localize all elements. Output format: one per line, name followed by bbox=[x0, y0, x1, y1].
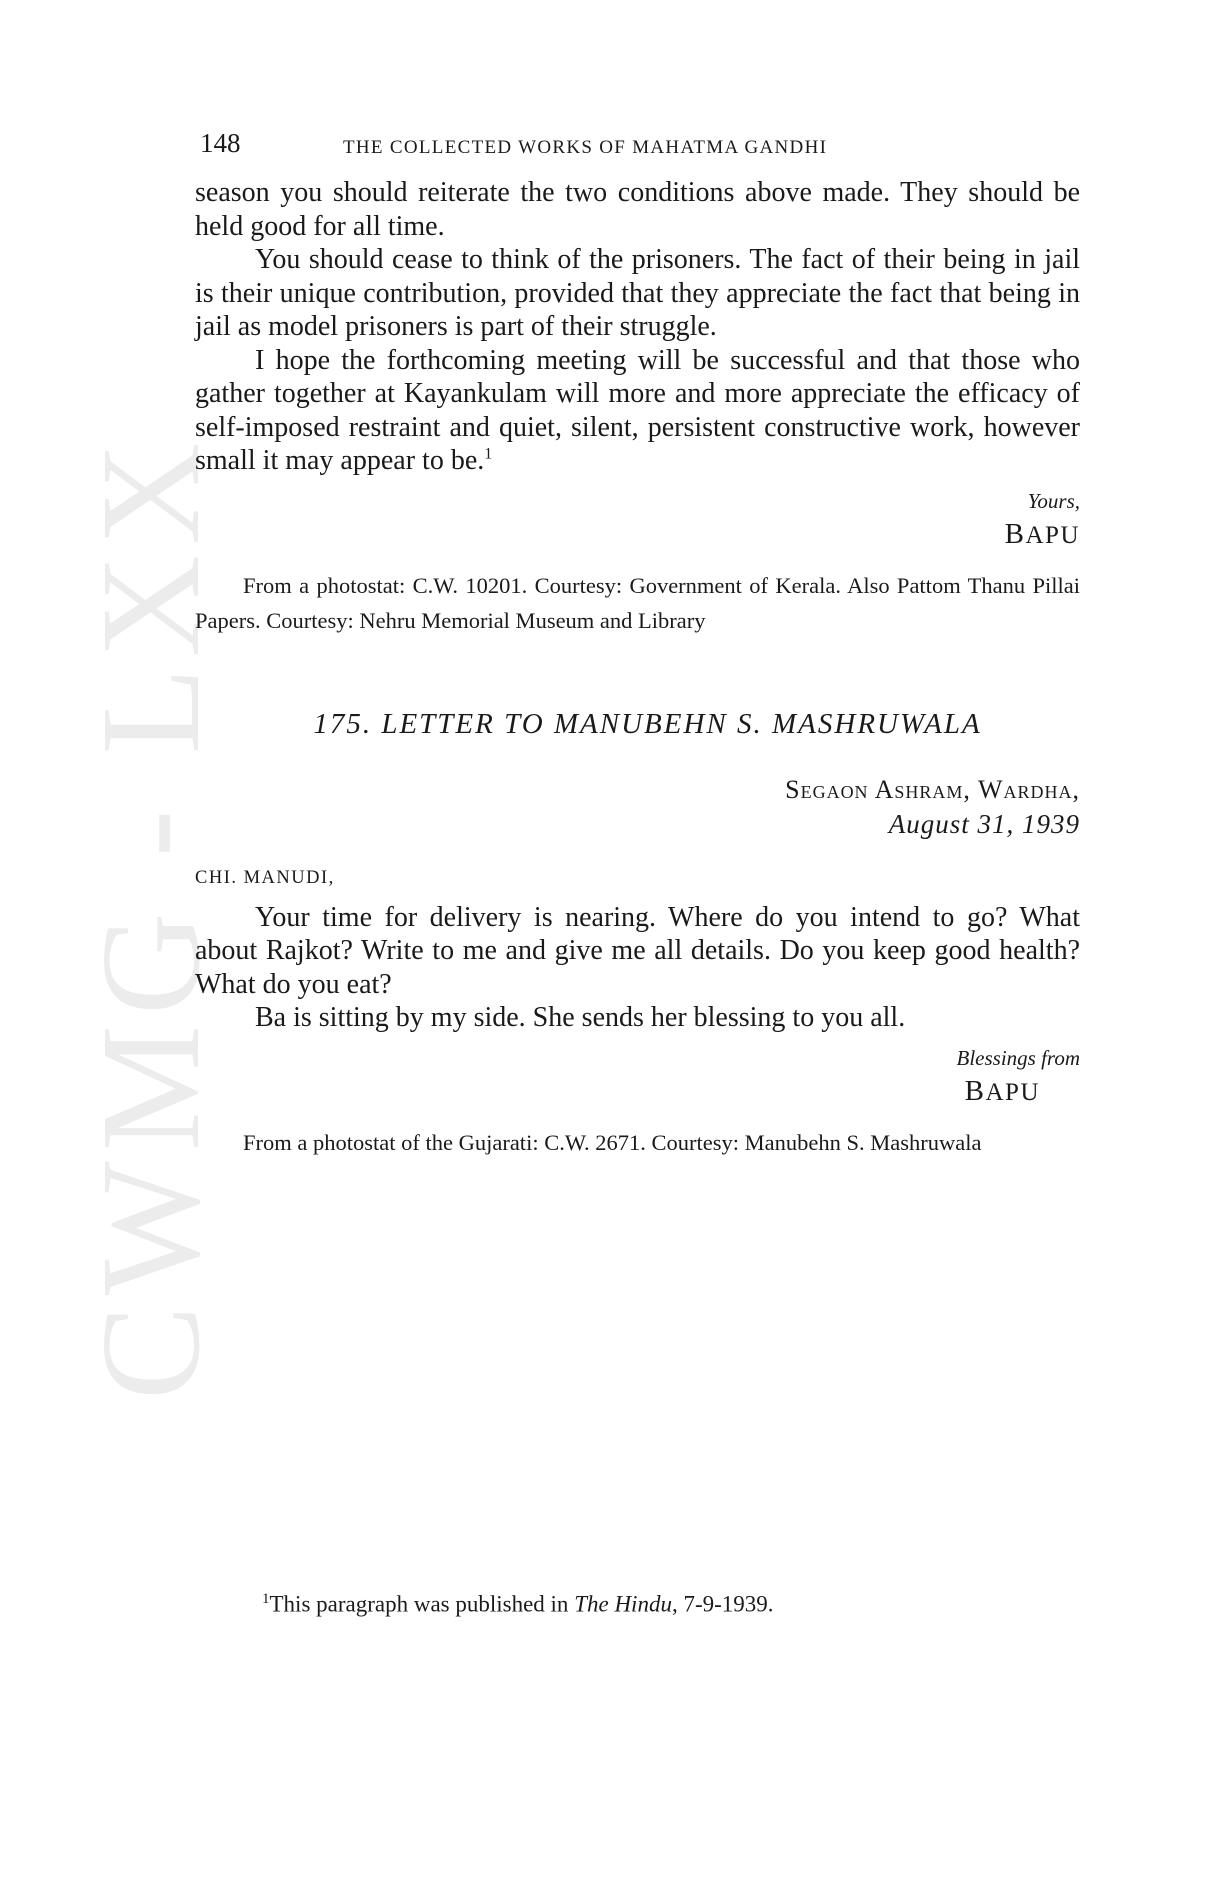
item-heading: 175. LETTER TO MANUBEHN S. MASHRUWALA bbox=[313, 707, 982, 740]
signature-rest: APU bbox=[985, 1078, 1040, 1106]
footnote-text-end: , 7-9-1939. bbox=[671, 1591, 774, 1617]
body-paragraph: season you should reiterate the two conditions above made. They should be held good for all time. bbox=[195, 177, 1080, 242]
footnote-number: 1 bbox=[262, 1591, 270, 1607]
closing: Yours, bbox=[1027, 488, 1080, 513]
paragraph-text: I hope the forthcoming meeting will be successful and that those who gather together at Kayankulam will more and more appreciate the efficacy of self-imposed restraint and quiet, silent, persistent constructive work, however small it may appear to be. bbox=[195, 344, 1080, 476]
body-paragraph: You should cease to think of the prisoners. The fact of their being in jail is their unique contribution, provided that they appreciate the fact that being in jail as model prisoners is part of their struggle. bbox=[195, 244, 1080, 342]
running-head bbox=[195, 128, 1080, 162]
closing: Blessings from bbox=[956, 1045, 1080, 1070]
body-paragraph: Ba is sitting by my side. She sends her blessing to you all. bbox=[255, 1002, 906, 1033]
footnote-marker: 1 bbox=[484, 445, 493, 463]
running-title: THE COLLECTED WORKS OF MAHATMA GANDHI bbox=[343, 137, 828, 158]
footnote bbox=[262, 1591, 774, 1618]
letter-one bbox=[195, 176, 1080, 638]
date-line: August 31, 1939 bbox=[888, 808, 1080, 839]
footnote-text: This paragraph was published in bbox=[269, 1591, 575, 1617]
source-note: From a photostat of the Gujarati: C.W. 2671. Courtesy: Manubehn S. Mashruwala bbox=[243, 1129, 982, 1155]
source-note: From a photostat: C.W. 10201. Courtesy: Government of Kerala. Also Pattom Thanu Pillai Papers. Courtesy: Nehru Memorial Museum and Library bbox=[195, 572, 1080, 633]
watermark: CWMG - LXX bbox=[71, 432, 229, 1400]
signature-rest: APU bbox=[1025, 521, 1080, 549]
body-paragraph: Your time for delivery is nearing. Where do you intend to go? What about Rajkot? Write to me and give me all details. Do you keep good health? What do you eat? bbox=[195, 901, 1080, 1000]
signature bbox=[195, 1073, 1080, 1111]
place-line: Segaon Ashram, Wardha, bbox=[785, 774, 1080, 804]
footnote-publication: The Hindu bbox=[574, 1591, 672, 1617]
signature bbox=[195, 516, 1080, 554]
signature-initial: B bbox=[964, 1074, 986, 1107]
salutation: CHI. MANUDI, bbox=[195, 867, 335, 888]
signature-initial: B bbox=[1004, 517, 1026, 550]
body-paragraph bbox=[195, 344, 1080, 478]
letter-two bbox=[195, 708, 1080, 1160]
page-number: 148 bbox=[200, 128, 241, 158]
page-content bbox=[195, 128, 1080, 1160]
